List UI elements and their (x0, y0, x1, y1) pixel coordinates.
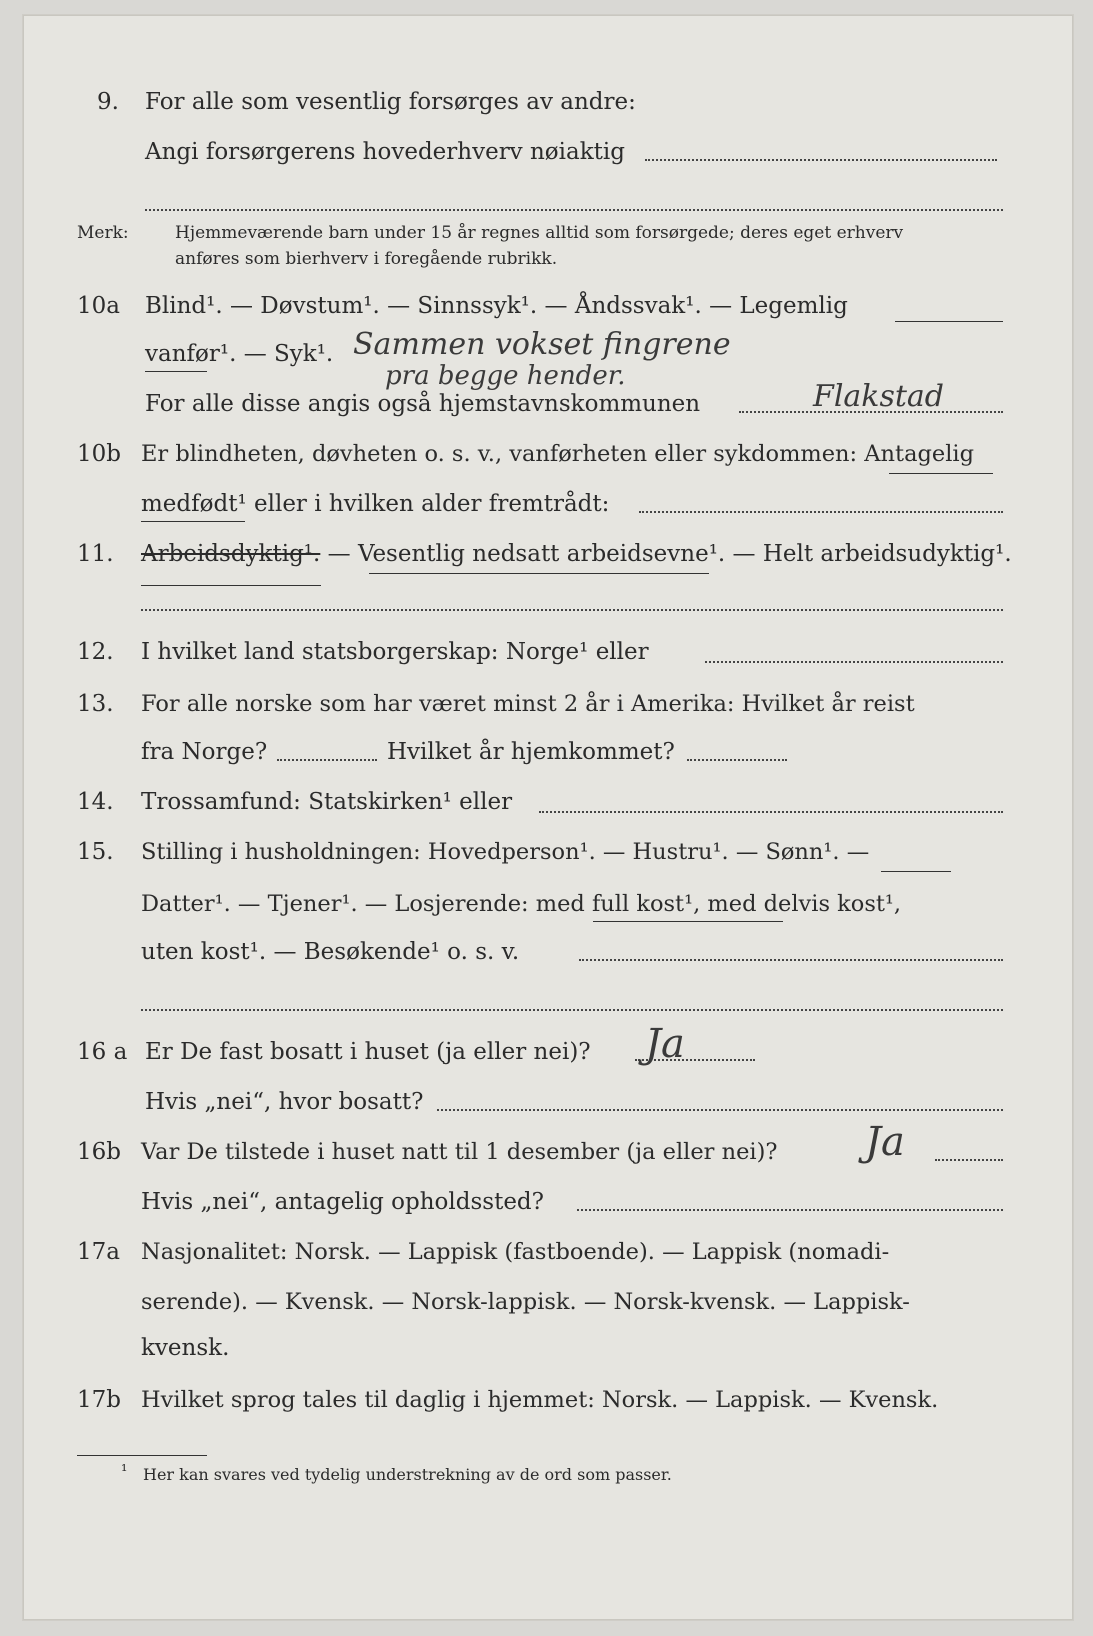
q11-underline-vesentlig (369, 573, 709, 574)
q16a-bosatt-line[interactable] (437, 1109, 1003, 1111)
q9-line1: For alle som vesentlig forsørges av andre: (145, 89, 636, 115)
q10b-line1: Er blindheten, døvheten o. s. v., vanførheten eller sykdommen: Antagelig (141, 441, 974, 467)
q9-answer-line-2[interactable] (145, 209, 1003, 211)
q9-line2: Angi forsørgerens hovederhverv nøiaktig (145, 139, 625, 165)
q11-underline-extra (141, 585, 321, 586)
q11-answer-line[interactable] (141, 609, 1003, 611)
q15-number: 15. (77, 839, 114, 865)
merk-line2: anføres som bierhverv i foregående rubrikk. (175, 249, 558, 269)
q14-line: Trossamfund: Statskirken¹ eller (141, 789, 513, 815)
q10a-line2: vanfør¹. — Syk¹. (145, 341, 334, 367)
q15-line1: Stilling i husholdningen: Hovedperson¹. — Hustru¹. — Sønn¹. — (141, 839, 870, 865)
q17a-number: 17a (77, 1239, 120, 1265)
q14-number: 14. (77, 789, 114, 815)
q13-reist-line[interactable] (277, 759, 377, 761)
q10a-underline-vanfor (145, 371, 207, 372)
q13-line1: For alle norske som har været minst 2 år i Amerika: Hvilket år reist (141, 691, 915, 717)
q11-line (141, 539, 1012, 569)
q16b-line2: Hvis „nei“, antagelig opholdssted? (141, 1189, 544, 1215)
q16b-answer-line[interactable] (935, 1159, 1003, 1161)
q10b-underline-antagelig (889, 473, 993, 474)
merk-line1: Hjemmeværende barn under 15 år regnes alltid som forsørgede; deres eget erhverv (175, 223, 904, 243)
q16b-handwritten-answer: Ja (865, 1119, 905, 1165)
q14-answer-line[interactable] (539, 811, 1003, 813)
footnote-rule (77, 1455, 207, 1456)
footnote-text: Her kan svares ved tydelig understrekning av de ord som passer. (143, 1465, 672, 1484)
q16a-handwritten-answer: Ja (645, 1021, 685, 1067)
q13-number: 13. (77, 691, 114, 717)
q17a-line2: serende). — Kvensk. — Norsk-lappisk. — Norsk-kvensk. — Lappisk- (141, 1289, 910, 1315)
q11-rest: — Vesentlig nedsatt arbeidsevne¹. — Helt arbeidsudyktig¹. (327, 541, 1012, 567)
q10a-line1: Blind¹. — Døvstum¹. — Sinnssyk¹. — Åndssvak¹. — Legemlig (145, 293, 848, 319)
q15-line3: uten kost¹. — Besøkende¹ o. s. v. (141, 939, 520, 965)
q10b-underline-medfodt (141, 521, 245, 522)
q10a-handwritten-2: pra begge hender. (385, 361, 626, 391)
q12-answer-line[interactable] (705, 661, 1003, 663)
q10b-number: 10b (77, 441, 121, 467)
q10a-line3: For alle disse angis også hjemstavnskommunen (145, 391, 701, 417)
q16b-number: 16b (77, 1139, 121, 1165)
q17a-line1: Nasjonalitet: Norsk. — Lappisk (fastboende). — Lappisk (nomadi- (141, 1239, 890, 1265)
q13-line2b: Hvilket år hjemkommet? (387, 739, 675, 765)
q15-answer-line-2[interactable] (141, 1009, 1003, 1011)
q13-line2a: fra Norge? (141, 739, 268, 765)
q9-answer-line[interactable] (645, 159, 997, 161)
q12-line: I hvilket land statsborgerskap: Norge¹ eller (141, 639, 649, 665)
q16a-number: 16 a (77, 1039, 128, 1065)
q16a-line2: Hvis „nei“, hvor bosatt? (145, 1089, 424, 1115)
q11-arbeidsdyktig-struck: Arbeidsdyktig¹. (141, 541, 321, 567)
footnote-mark: ¹ (121, 1461, 128, 1480)
q15-underline-fullkost (593, 921, 783, 922)
q16b-line1: Var De tilstede i huset natt til 1 desember (ja eller nei)? (141, 1139, 778, 1165)
q16b-opholdssted-line[interactable] (577, 1209, 1003, 1211)
q10b-answer-line[interactable] (639, 511, 1003, 513)
q15-line2: Datter¹. — Tjener¹. — Losjerende: med full kost¹, med delvis kost¹, (141, 891, 902, 917)
q16a-line1: Er De fast bosatt i huset (ja eller nei)? (145, 1039, 591, 1065)
q9-number: 9. (97, 89, 119, 115)
q10a-number: 10a (77, 293, 120, 319)
q15-answer-line[interactable] (579, 959, 1003, 961)
q10b-line2: medfødt¹ eller i hvilken alder fremtrådt: (141, 491, 610, 517)
q17b-number: 17b (77, 1387, 121, 1413)
q10a-handwritten-1: Sammen vokset fingrene (353, 327, 731, 362)
q10a-underline-legemlig (895, 321, 1003, 322)
merk-label: Merk: (77, 223, 129, 243)
q10a-handwritten-3: Flakstad (813, 379, 945, 414)
q15-underline-sonn (881, 871, 951, 872)
q17b-line: Hvilket sprog tales til daglig i hjemmet: Norsk. — Lappisk. — Kvensk. (141, 1387, 939, 1413)
q13-hjemkommet-line[interactable] (687, 759, 787, 761)
q12-number: 12. (77, 639, 114, 665)
q11-number: 11. (77, 541, 114, 567)
q17a-line3: kvensk. (141, 1335, 230, 1361)
census-form-page (22, 14, 1074, 1621)
